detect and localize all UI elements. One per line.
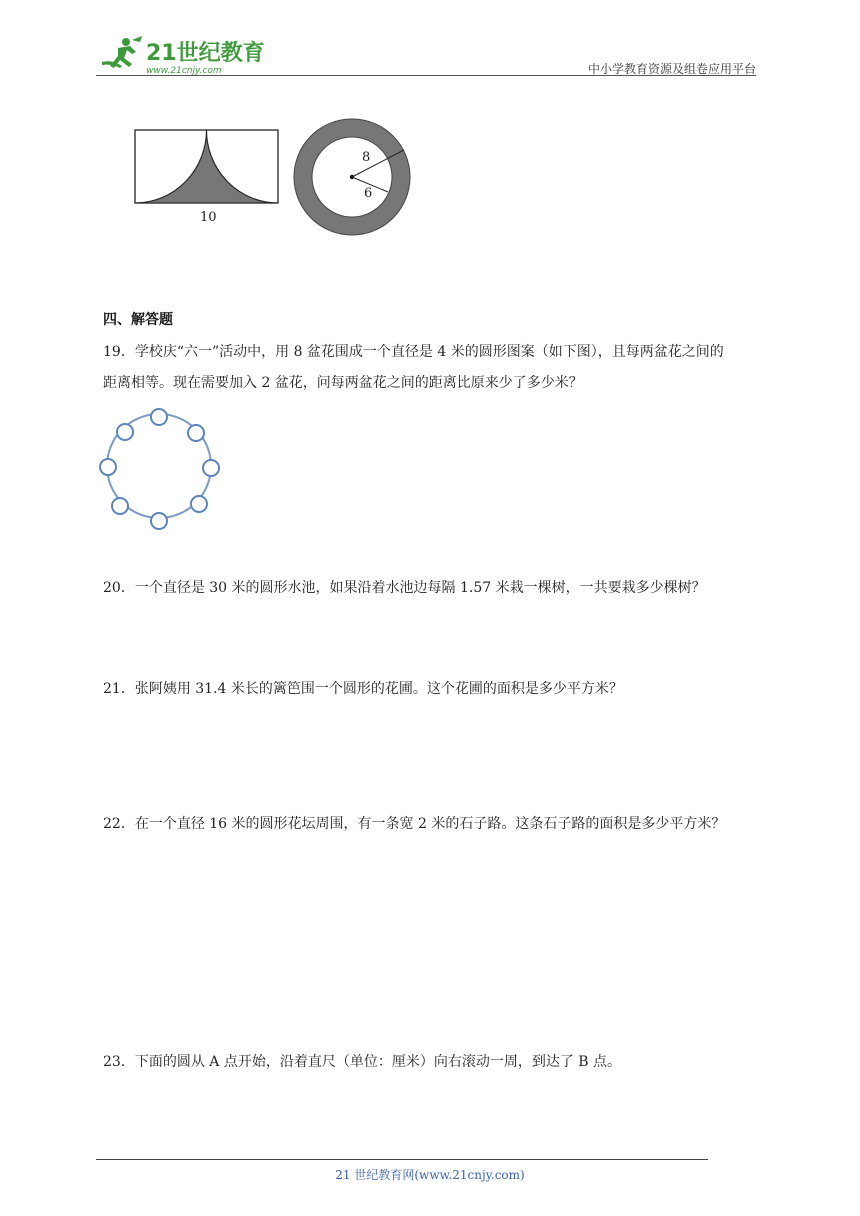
question-19-line-2: 距离相等。现在需要加入 2 盆花，问每两盆花之间的距离比原来少了多少米？ xyxy=(103,375,583,391)
flower-pot-mark xyxy=(100,459,116,475)
logo-text: 21世纪教育 xyxy=(146,41,265,66)
question-19-line-1: 19．学校庆“六一”活动中，用 8 盆花围成一个直径是 4 米的圆形图案（如下图），且每两盆花之间的 xyxy=(103,344,724,360)
section-title: 四、解答题 xyxy=(103,312,173,328)
ring-figure xyxy=(290,115,420,240)
flower-pot-mark xyxy=(151,513,167,529)
question-22: 22．在一个直径 16 米的圆形花坛周围，有一条宽 2 米的石子路。这条石子路的面积是多少平方米？ xyxy=(103,816,726,832)
ring-outer-label: 8 xyxy=(362,150,371,165)
flower-pot-mark xyxy=(188,425,204,441)
footer-divider xyxy=(96,1159,708,1160)
header-divider xyxy=(96,75,756,76)
question-20: 20．一个直径是 30 米的圆形水池，如果沿着水池边每隔 1.57 米栽一棵树，一共要栽多少棵树？ xyxy=(103,580,706,596)
rect-bottom-label: 10 xyxy=(200,210,217,225)
flower-pot-circle-diagram xyxy=(96,406,226,536)
rect-arc-figure xyxy=(130,125,290,230)
ring-inner-label: 6 xyxy=(364,186,373,201)
question-19 xyxy=(103,337,763,399)
flower-pot-mark xyxy=(112,498,128,514)
logo-url-text: www.21cnjy.com xyxy=(146,66,222,76)
header-platform-text: 中小学教育资源及组卷应用平台 xyxy=(587,62,756,76)
footer-link[interactable]: 21 世纪教育网(www.21cnjy.com) xyxy=(335,1168,525,1182)
question-23: 23．下面的圆从 A 点开始，沿着直尺（单位：厘米）向右滚动一周，到达了 B 点。 xyxy=(103,1054,622,1070)
flower-pot-mark xyxy=(151,409,167,425)
question-21: 21．张阿姨用 31.4 米长的篱笆围一个圆形的花圃。这个花圃的面积是多少平方米？ xyxy=(103,681,623,697)
flower-pot-mark xyxy=(117,424,133,440)
flower-pot-mark xyxy=(203,460,219,476)
site-logo xyxy=(96,36,266,76)
flower-pot-mark xyxy=(191,496,207,512)
